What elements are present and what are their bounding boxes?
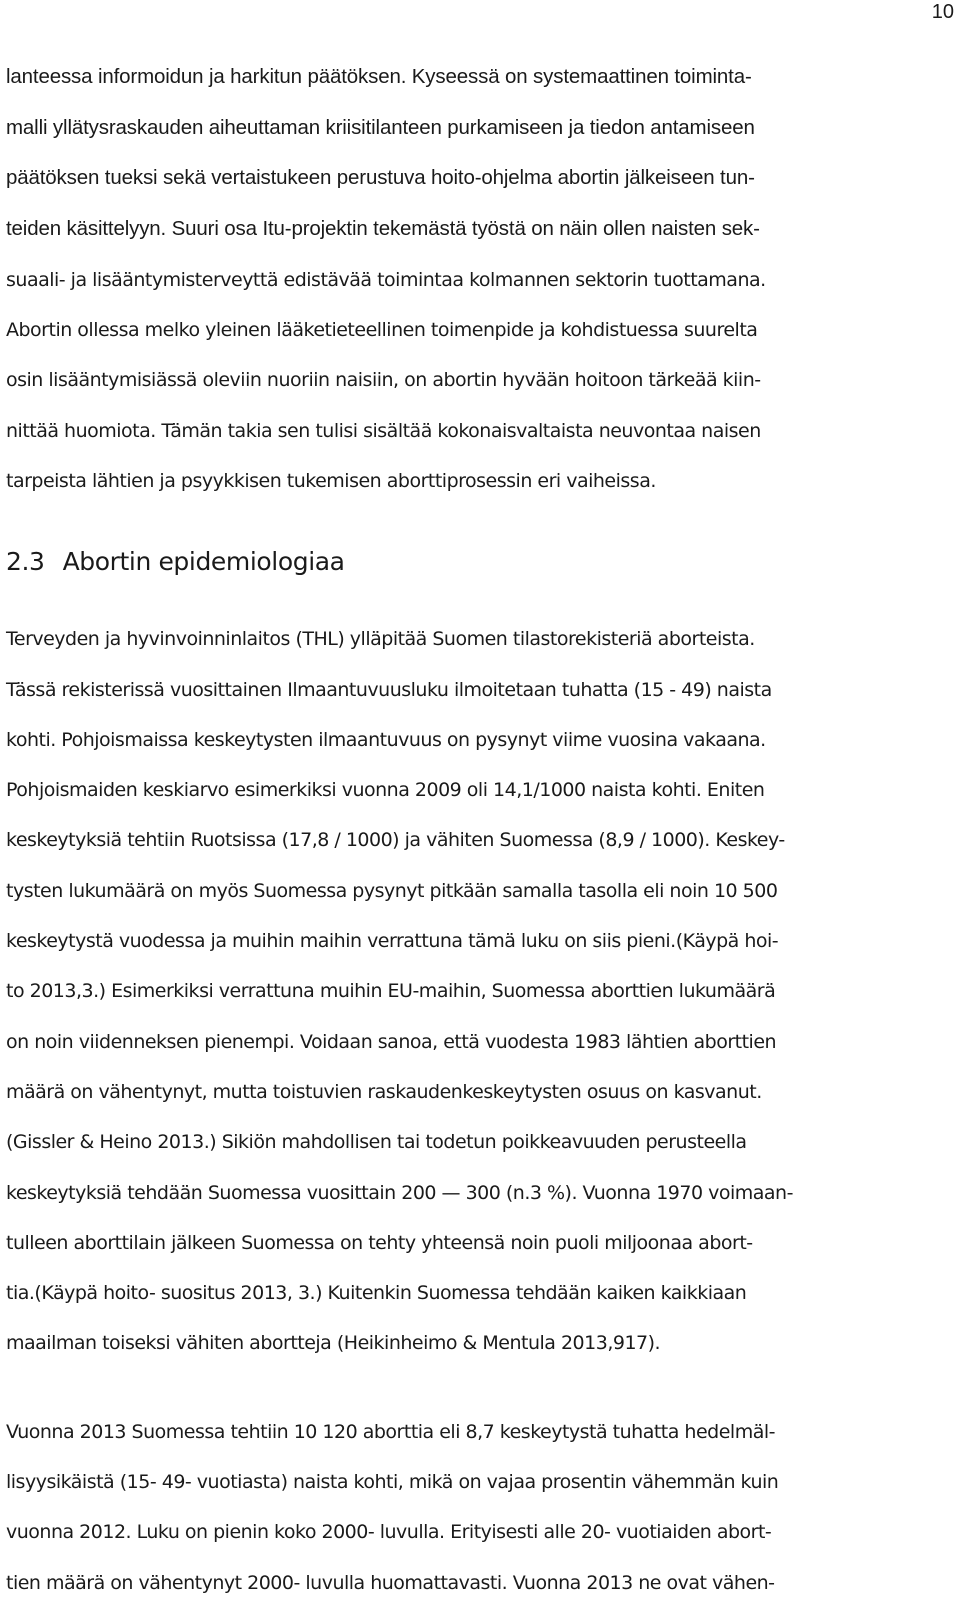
text-line: osin lisääntymisiässä oleviin nuoriin naisiin, on abortin hyvään hoitoon tärkeää kiin- — [6, 369, 761, 392]
text-line: (Gissler & Heino 2013.) Sikiön mahdollisen tai todetun poikkeavuuden perusteella — [6, 1131, 747, 1154]
text-line: tulleen aborttilain jälkeen Suomessa on tehty yhteensä noin puoli miljoonaa abort- — [6, 1231, 753, 1254]
text-line: kohti. Pohjoismaissa keskeytysten ilmaantuvuus on pysynyt viime vuosina vakaana. — [6, 728, 766, 751]
document-body — [6, 52, 948, 1608]
text-line: Tässä rekisterissä vuosittainen Ilmaantuvuusluku ilmoitetaan tuhatta (15 - 49) naista — [6, 678, 772, 701]
text-line: Pohjoismaiden keskiarvo esimerkiksi vuonna 2009 oli 14,1/1000 naista kohti. Eniten — [6, 779, 765, 802]
text-line: keskeytyksiä tehtiin Ruotsissa (17,8 / 1000) ja vähiten Suomessa (8,9 / 1000). Keskey- — [6, 829, 785, 852]
text-line: teiden käsittelyyn. Suuri osa Itu-projektin tekemästä työstä on näin ollen naisten sek- — [6, 217, 760, 241]
section-number: 2.3 — [6, 547, 45, 577]
text-line: tarpeista lähtien ja psyykkisen tukemisen aborttiprosessin eri vaiheissa. — [6, 469, 656, 492]
text-line: määrä on vähentynyt, mutta toistuvien raskaudenkeskeytysten osuus on kasvanut. — [6, 1080, 762, 1103]
text-line: Terveyden ja hyvinvoinninlaitos (THL) ylläpitää Suomen tilastorekisteriä aborteista. — [6, 628, 755, 651]
text-line: lisyysikäistä (15- 49- vuotiasta) naista kohti, mikä on vajaa prosentin vähemmän kuin — [6, 1470, 779, 1493]
text-line: suaali- ja lisääntymisterveyttä edistävää toimintaa kolmannen sektorin tuottamana. — [6, 268, 766, 291]
paragraph-spacer — [6, 1369, 948, 1407]
text-line: tia.(Käypä hoito- suositus 2013, 3.) Kuitenkin Suomessa tehdään kaiken kaikkiaan — [6, 1282, 747, 1305]
text-line: nittää huomiota. Tämän takia sen tulisi sisältää kokonaisvaltaista neuvontaa naisen — [6, 419, 761, 442]
section-title: Abortin epidemiologiaa — [62, 547, 345, 577]
text-line: tien määrä on vähentynyt 2000- luvulla huomattavasti. Vuonna 2013 ne ovat vähen- — [6, 1571, 775, 1594]
text-line: to 2013,3.) Esimerkiksi verrattuna muihin EU-maihin, Suomessa aborttien lukumäärä — [6, 980, 776, 1003]
text-line: päätöksen tueksi sekä vertaistukeen perustuva hoito-ohjelma abortin jälkeiseen tun- — [6, 166, 755, 190]
text-line: on noin viidenneksen pienempi. Voidaan sanoa, että vuodesta 1983 lähtien aborttien — [6, 1030, 777, 1053]
section-heading — [6, 542, 948, 582]
text-line: keskeytystä vuodessa ja muihin maihin verrattuna tämä luku on siis pieni.(Käypä hoi- — [6, 930, 779, 953]
page-number: 10 — [931, 1, 954, 23]
text-line: lanteessa informoidun ja harkitun päätöksen. Kyseessä on systemaattinen toiminta- — [6, 65, 752, 88]
text-line: tysten lukumäärä on myös Suomessa pysynyt pitkään samalla tasolla eli noin 10 500 — [6, 879, 778, 902]
text-line: malli yllätysraskauden aiheuttaman kriisitilanteen purkamiseen ja tiedon antamiseen — [6, 115, 755, 139]
paragraph-statistics-2013 — [6, 1407, 948, 1608]
text-line: Vuonna 2013 Suomessa tehtiin 10 120 aborttia eli 8,7 keskeytystä tuhatta hedelmäl- — [6, 1420, 775, 1443]
paragraph-epidemiology — [6, 614, 948, 1368]
text-line: Abortin ollessa melko yleinen lääketieteellinen toimenpide ja kohdistuessa suurelta — [6, 319, 758, 342]
text-line: vuonna 2012. Luku on pienin koko 2000- luvulla. Erityisesti alle 20- vuotiaiden abort- — [6, 1521, 772, 1544]
text-line: keskeytyksiä tehdään Suomessa vuosittain 200 — 300 (n.3 %). Vuonna 1970 voimaan- — [6, 1181, 793, 1204]
text-line: maailman toiseksi vähiten abortteja (Heikinheimo & Mentula 2013,917). — [6, 1332, 661, 1355]
paragraph-itu-project — [6, 52, 948, 506]
